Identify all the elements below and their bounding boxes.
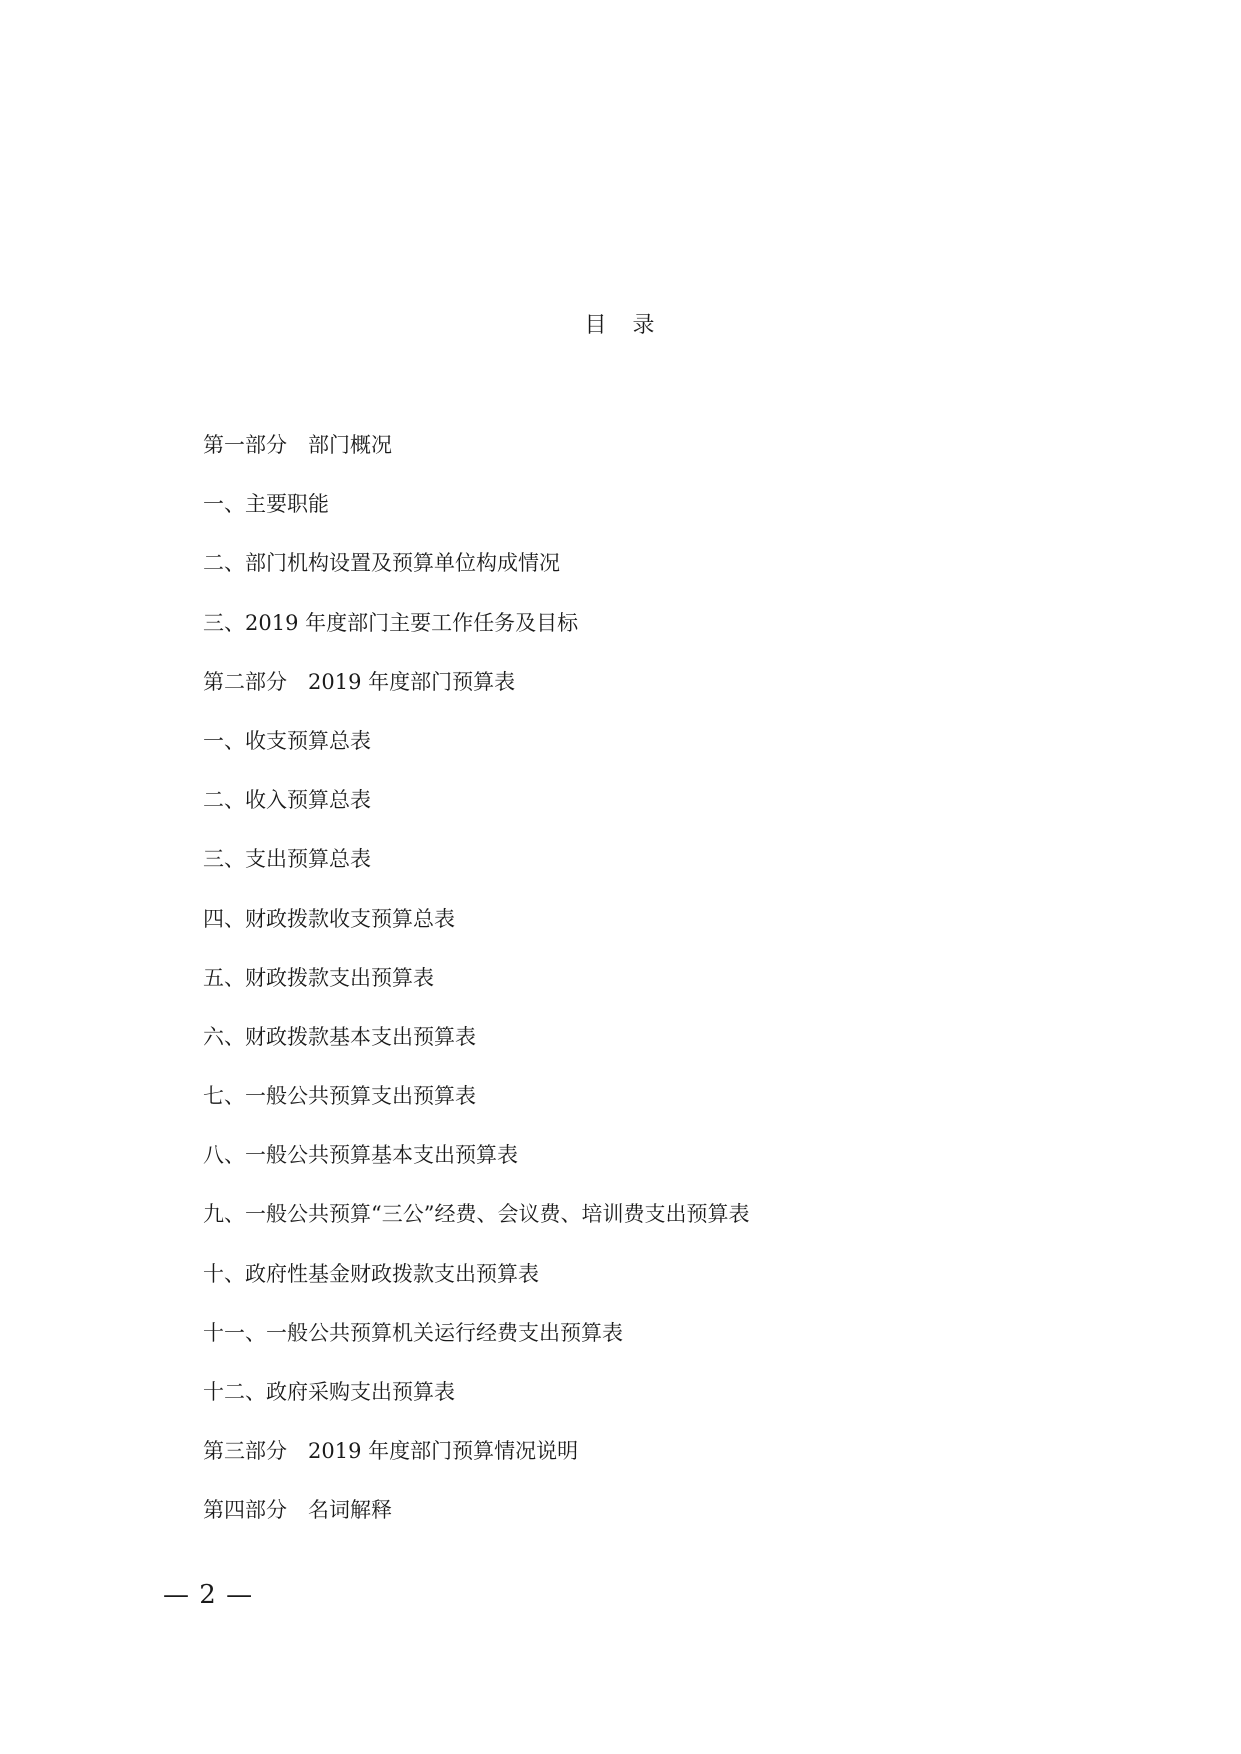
toc-item: 第一部分 部门概况: [203, 433, 392, 457]
toc-item: 八、一般公共预算基本支出预算表: [203, 1143, 518, 1168]
toc-item: 第二部分 2019 年度部门预算表: [203, 669, 516, 694]
toc-item: 三、支出预算总表: [203, 847, 371, 872]
page-number: — 2 —: [163, 1580, 254, 1610]
toc-item: 六、财政拨款基本支出预算表: [203, 1024, 476, 1049]
toc-item: 五、财政拨款支出预算表: [203, 965, 434, 990]
toc-item: 十一、一般公共预算机关运行经费支出预算表: [203, 1320, 623, 1345]
toc-item: 一、收支预算总表: [203, 728, 371, 753]
toc-item: 第三部分 2019 年度部门预算情况说明: [203, 1439, 579, 1464]
toc-item: 十二、政府采购支出预算表: [203, 1380, 455, 1404]
toc-item: 一、主要职能: [203, 492, 329, 517]
toc-item: 四、财政拨款收支预算总表: [203, 906, 455, 931]
page-title: 目 录: [584, 313, 657, 338]
toc-item: 十、政府性基金财政拨款支出预算表: [203, 1261, 539, 1286]
toc-item: 七、一般公共预算支出预算表: [203, 1084, 476, 1109]
toc-item: 九、一般公共预算“三公”经费、会议费、培训费支出预算表: [203, 1202, 750, 1227]
toc-item: 二、部门机构设置及预算单位构成情况: [203, 551, 560, 576]
toc-item: 第四部分 名词解释: [203, 1498, 392, 1523]
table-of-contents: [203, 432, 749, 1557]
toc-item: 二、收入预算总表: [203, 788, 371, 813]
toc-item: 三、2019 年度部门主要工作任务及目标: [203, 610, 579, 635]
